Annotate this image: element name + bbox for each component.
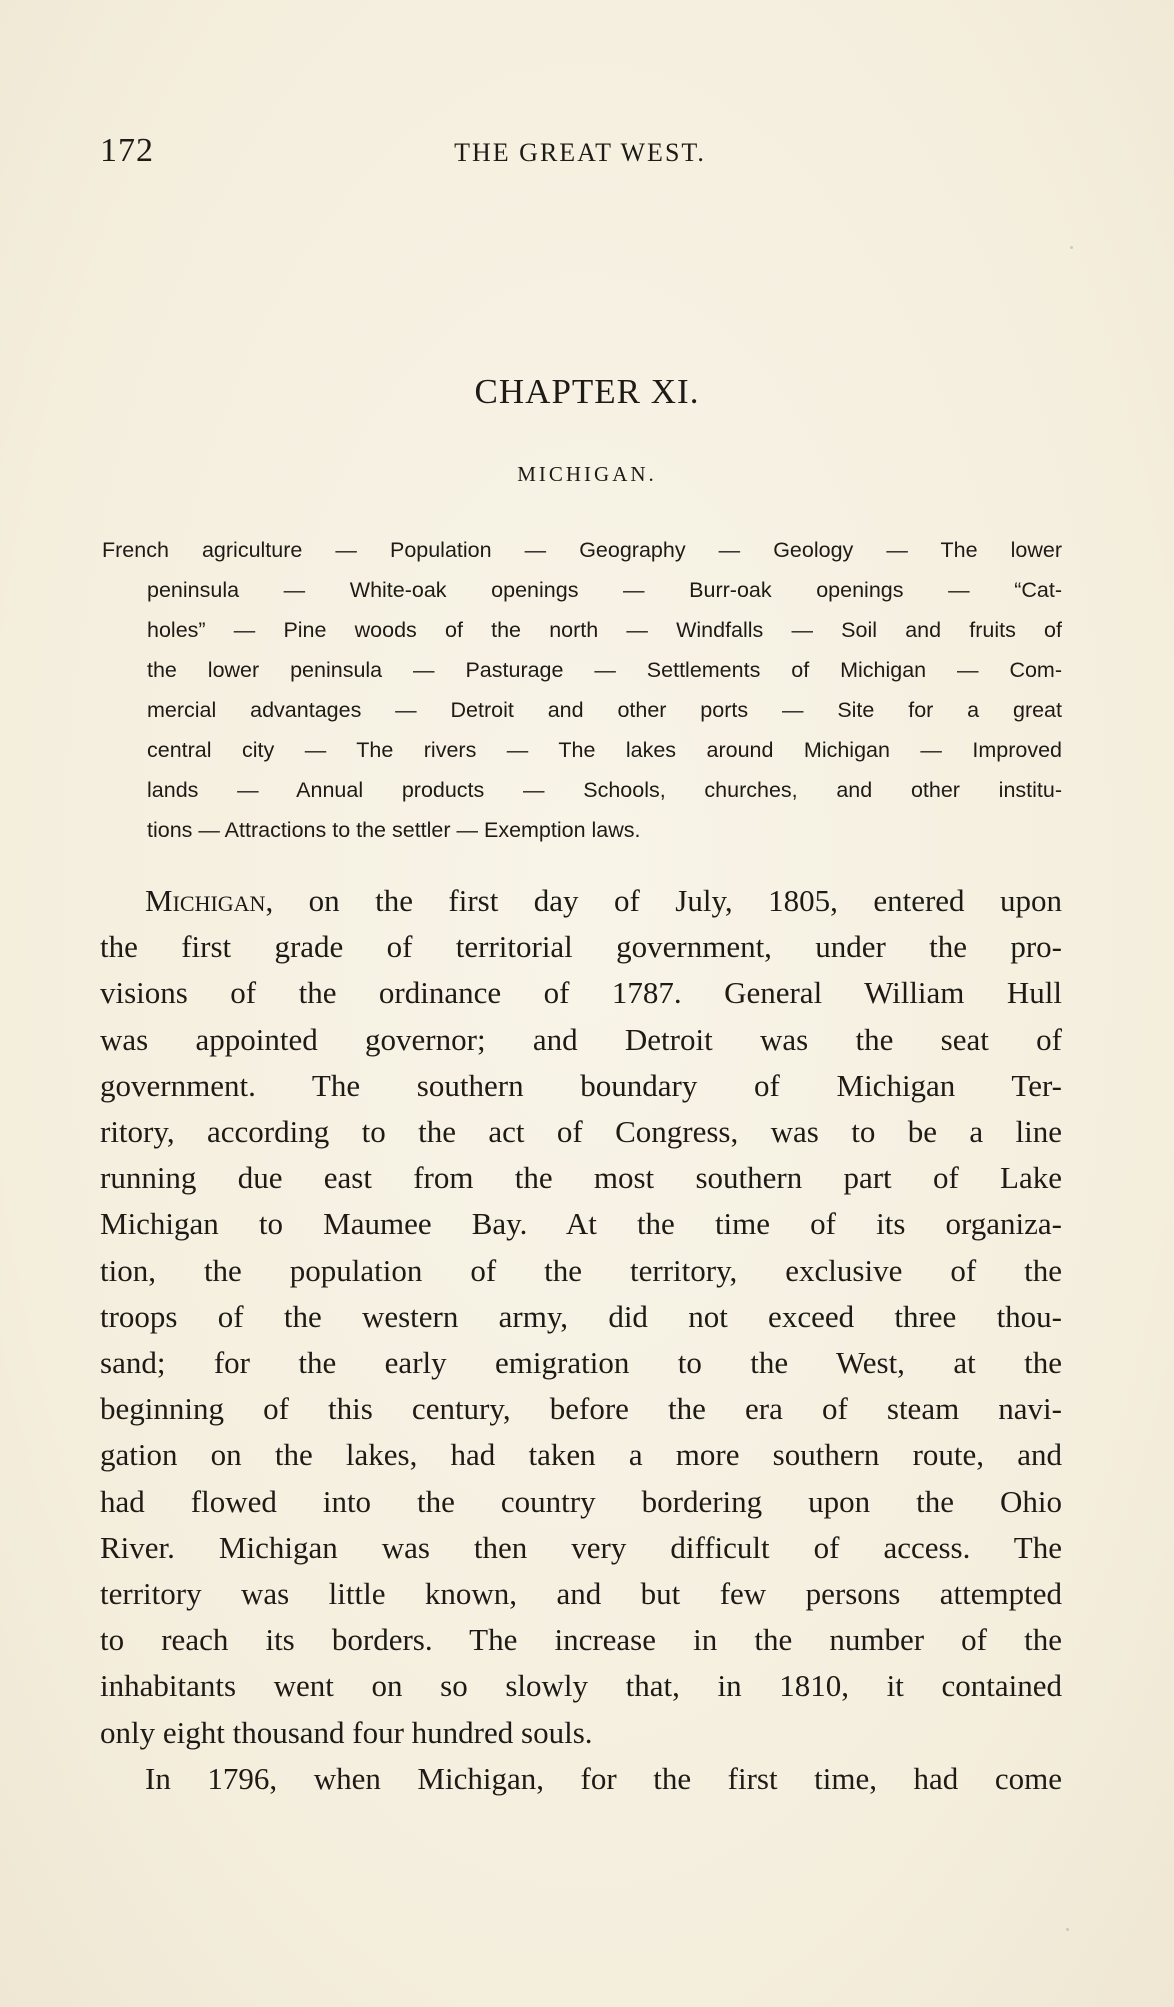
paper-speck	[1070, 246, 1073, 249]
body-line: Michigan to Maumee Bay. At the time of its organiza-	[100, 1206, 1062, 1242]
body-line: only eight thousand four hundred souls.	[100, 1714, 593, 1750]
body-line: had flowed into the country bordering upon the Ohio	[100, 1483, 1062, 1519]
body-line: sand; for the early emigration to the West, at the	[100, 1345, 1062, 1381]
body-line: In 1796, when Michigan, for the first time, had come	[145, 1760, 1062, 1796]
running-head	[100, 132, 1080, 172]
body-line: beginning of this century, before the era of steam navi-	[100, 1391, 1062, 1427]
body-line: visions of the ordinance of 1787. General William Hull	[100, 975, 1062, 1011]
paper-speck	[1066, 1928, 1069, 1931]
page-number: 172	[100, 132, 154, 169]
chapter-synopsis	[102, 530, 1062, 850]
chapter-title: CHAPTER XI.	[474, 372, 700, 411]
body-line: River. Michigan was then very difficult of access. The	[100, 1529, 1062, 1565]
body-line: the first grade of territorial government, under the pro-	[100, 929, 1062, 965]
body-line	[100, 878, 1062, 924]
body-line: tion, the population of the territory, exclusive of the	[100, 1252, 1062, 1288]
body-line: inhabitants went on so slowly that, in 1810, it contained	[100, 1668, 1062, 1704]
synopsis-line: peninsula — White-oak openings — Burr-oak openings — “Cat-	[147, 578, 1062, 602]
body-line: running due east from the most southern part of Lake	[100, 1160, 1062, 1196]
body-line: government. The southern boundary of Michigan Ter-	[100, 1067, 1062, 1103]
body-line: territory was little known, and but few persons attempted	[100, 1576, 1062, 1612]
synopsis-line: central city — The rivers — The lakes around Michigan — Improved	[147, 738, 1062, 762]
body-line: was appointed governor; and Detroit was the seat of	[100, 1021, 1062, 1057]
body-line: ritory, according to the act of Congress, was to be a line	[100, 1114, 1062, 1150]
drop-word: Michigan,	[145, 883, 274, 918]
synopsis-line: holes” — Pine woods of the north — Windfalls — Soil and fruits of	[147, 618, 1062, 642]
body-text	[100, 878, 1062, 1802]
body-line: gation on the lakes, had taken a more southern route, and	[100, 1437, 1062, 1473]
chapter-subject: MICHIGAN.	[517, 462, 657, 486]
body-line: troops of the western army, did not exceed three thou-	[100, 1298, 1062, 1334]
synopsis-line: the lower peninsula — Pasturage — Settlements of Michigan — Com-	[147, 658, 1062, 682]
book-title: THE GREAT WEST.	[454, 138, 706, 167]
synopsis-line: mercial advantages — Detroit and other ports — Site for a great	[147, 698, 1062, 722]
body-line: to reach its borders. The increase in the number of the	[100, 1622, 1062, 1658]
synopsis-line: tions — Attractions to the settler — Exemption laws.	[147, 818, 641, 842]
first-line-text: on the first day of July, 1805, entered upon	[273, 883, 1062, 918]
synopsis-line: lands — Annual products — Schools, churches, and other institu-	[147, 778, 1062, 802]
synopsis-line: French agriculture — Population — Geography — Geology — The lower	[102, 538, 1062, 562]
